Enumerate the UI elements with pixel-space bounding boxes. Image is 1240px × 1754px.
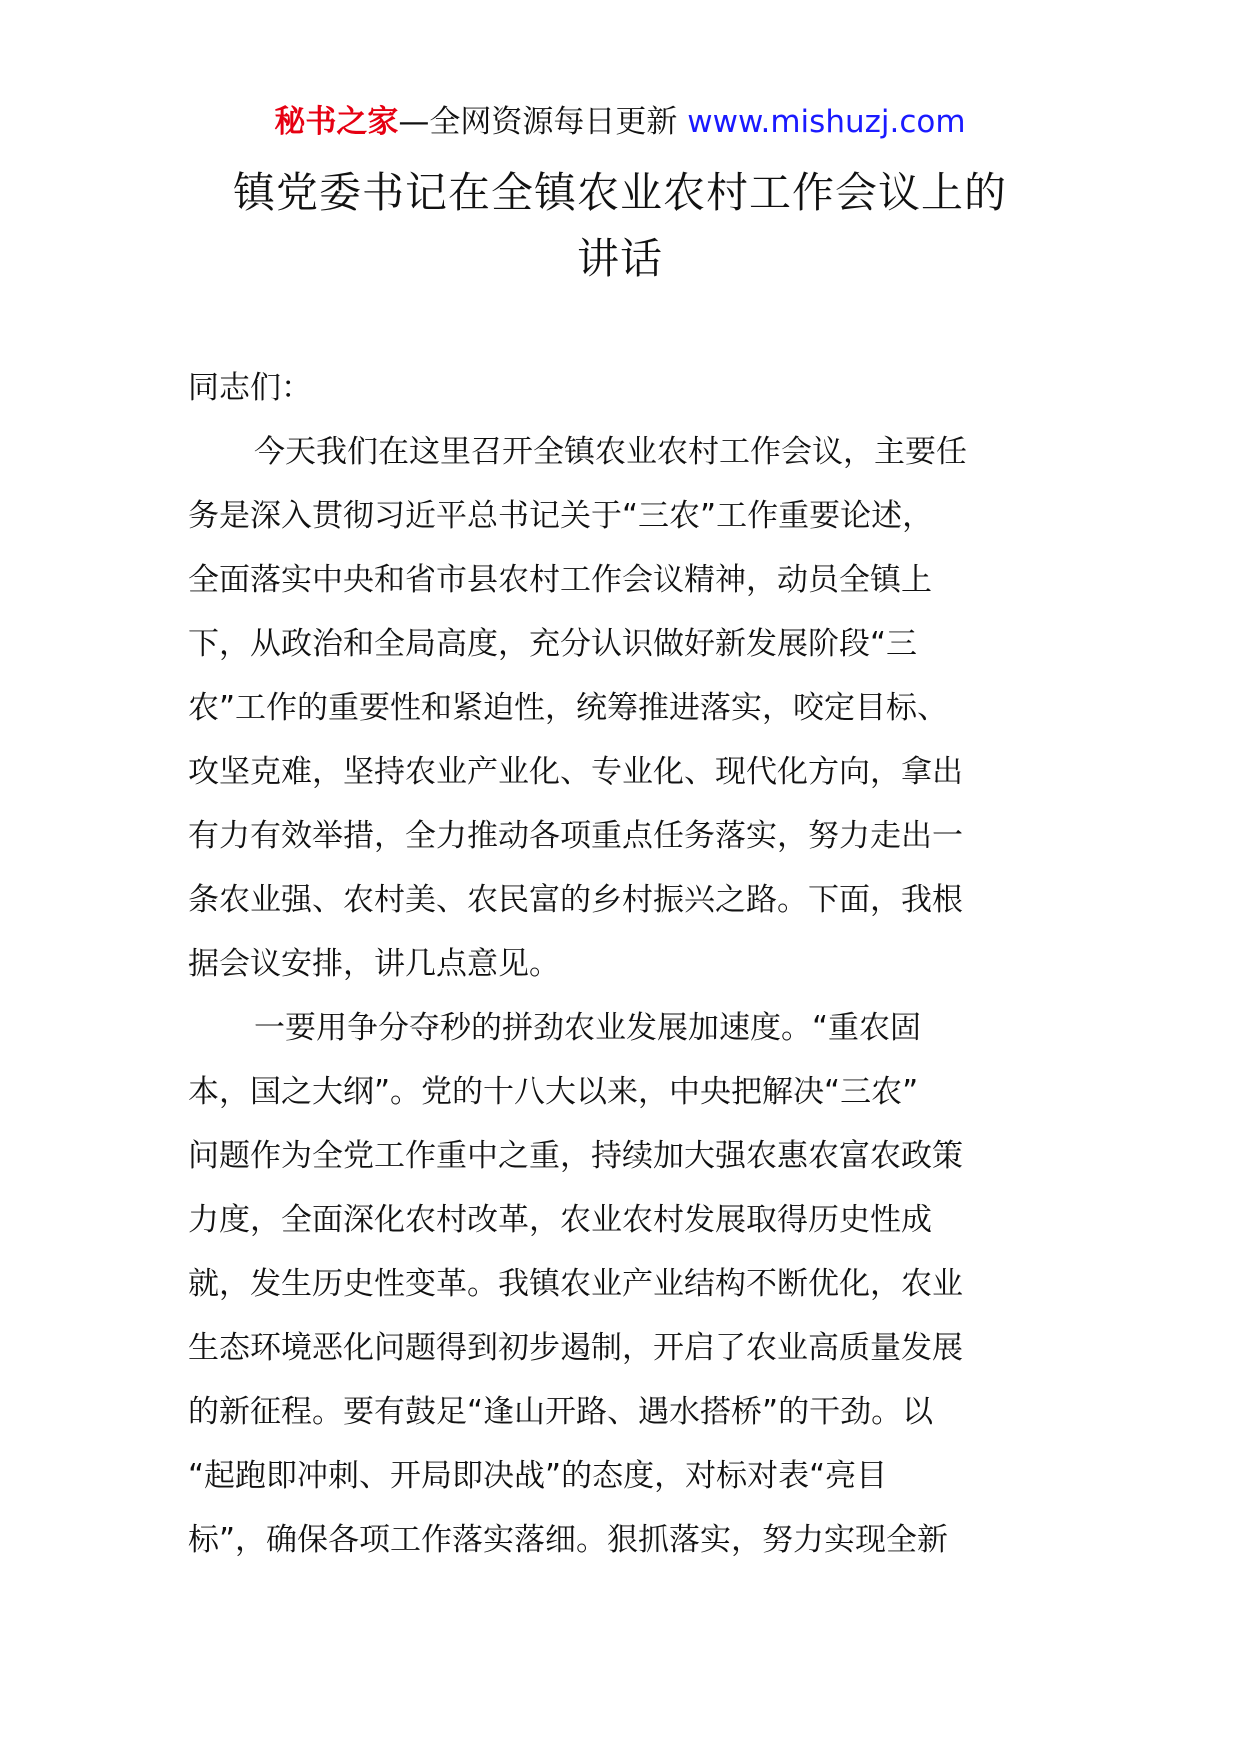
document-body <box>188 356 1058 1572</box>
body-line: 问题作为全党工作重中之重，持续加大强农惠农富农政策 <box>188 1138 963 1174</box>
body-line: 务是深入贯彻习近平总书记关于“三农”工作重要论述， <box>188 498 934 534</box>
document-title <box>150 160 1090 292</box>
body-line: 一要用争分夺秒的拼劲农业发展加速度。“重农固 <box>254 1010 922 1046</box>
body-line: 下，从政治和全局高度，充分认识做好新发展阶段“三 <box>188 626 918 662</box>
site-header <box>0 100 1240 144</box>
body-line: 标”，确保各项工作落实落细。狠抓落实，努力实现全新 <box>188 1522 949 1558</box>
body-line: 今天我们在这里召开全镇农业农村工作会议，主要任 <box>254 434 967 470</box>
header-tagline: —全网资源每日更新 <box>398 104 678 140</box>
body-line: 据会议安排，讲几点意见。 <box>188 946 560 982</box>
body-line: 的新征程。要有鼓足“逢山开路、遇水搭桥”的干劲。以 <box>188 1394 934 1430</box>
brand-name: 秘书之家 <box>274 104 399 140</box>
body-line: 条农业强、农村美、农民富的乡村振兴之路。下面，我根 <box>188 882 963 918</box>
site-url-link[interactable]: www.mishuzj.com <box>687 104 966 140</box>
body-line: 攻坚克难，坚持农业产业化、专业化、现代化方向，拿出 <box>188 754 963 790</box>
body-line: 生态环境恶化问题得到初步遏制，开启了农业高质量发展 <box>188 1330 963 1366</box>
body-line: 有力有效举措，全力推动各项重点任务落实，努力走出一 <box>188 818 963 854</box>
salutation: 同志们： <box>188 370 312 406</box>
body-line: 农”工作的重要性和紧迫性，统筹推进落实，咬定目标、 <box>188 690 949 726</box>
title-line-2: 讲话 <box>576 234 663 283</box>
title-line-1: 镇党委书记在全镇农业农村工作会议上的 <box>232 168 1007 217</box>
body-line: “起跑即冲刺、开局即决战”的态度，对标对表“亮目 <box>188 1458 888 1494</box>
body-line: 本，国之大纲”。党的十八大以来，中央把解决“三农” <box>188 1074 919 1110</box>
body-line: 力度，全面深化农村改革，农业农村发展取得历史性成 <box>188 1202 932 1238</box>
body-line: 就，发生历史性变革。我镇农业产业结构不断优化，农业 <box>188 1266 963 1302</box>
body-line: 全面落实中央和省市县农村工作会议精神，动员全镇上 <box>188 562 932 598</box>
